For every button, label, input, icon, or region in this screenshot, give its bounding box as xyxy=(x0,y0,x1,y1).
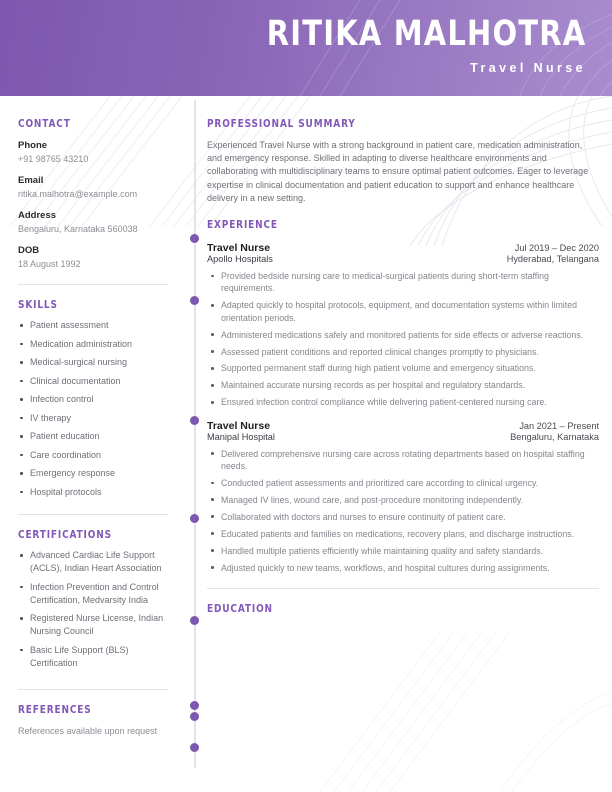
experience-title-row xyxy=(207,420,599,432)
job-title: Travel Nurse xyxy=(207,242,271,255)
list-item: Conducted patient assessments and prioritized care according to clinical urgency. xyxy=(207,477,599,489)
list-item: IV therapy xyxy=(18,412,168,425)
main-content xyxy=(207,96,599,615)
job-dates: Jul 2019 – Dec 2020 xyxy=(514,243,599,254)
list-item: Collaborated with doctors and nurses to ensure continuity of patient care. xyxy=(207,511,599,523)
job-role-subtitle: Travel Nurse xyxy=(470,61,586,75)
divider-dot xyxy=(190,616,199,625)
list-item: Administered medications safely and monitored patients for side effects or adverse reactions. xyxy=(207,329,599,341)
job-bullet-list xyxy=(207,448,599,574)
list-item: Hospital protocols xyxy=(18,486,168,499)
list-item: Handled multiple patients efficiently while maintaining quality and safety standards. xyxy=(207,545,599,557)
divider-dot xyxy=(190,712,199,721)
list-item: Medical-surgical nursing xyxy=(18,356,168,369)
job-title: Travel Nurse xyxy=(207,419,271,432)
job-dates: Jan 2021 – Present xyxy=(519,420,599,431)
section-heading-experience: EXPERIENCE xyxy=(207,219,278,232)
section-heading-education: EDUCATION xyxy=(207,603,273,616)
job-location: Bengaluru, Karnataka xyxy=(510,431,599,442)
contact-label-address: Address xyxy=(18,210,57,221)
job-location: Hyderabad, Telangana xyxy=(506,254,599,265)
list-item: Infection Prevention and Control Certification, Medvarsity India xyxy=(18,581,168,607)
contact-field-email xyxy=(18,175,168,200)
contact-label-email: Email xyxy=(18,175,44,186)
list-item: Assessed patient conditions and reported clinical changes promptly to physicians. xyxy=(207,346,599,358)
list-item: Ensured infection control compliance while delivering patient-centered nursing care. xyxy=(207,396,599,408)
page-title: RITIKA MALHOTRA xyxy=(266,14,586,54)
list-item: Patient education xyxy=(18,430,168,443)
divider-dot xyxy=(190,701,199,710)
list-item: Registered Nurse License, Indian Nursing Council xyxy=(18,612,168,638)
references-text: References available upon request xyxy=(18,726,158,736)
list-item: Provided bedside nursing care to medical-surgical patients during short-term staffing requirements. xyxy=(207,270,599,295)
contact-label-dob: DOB xyxy=(18,245,40,256)
list-item: Medication administration xyxy=(18,338,168,351)
list-item: Supported permanent staff during high patient volume and emergency situations. xyxy=(207,362,599,374)
divider-dot xyxy=(190,234,199,243)
contact-value-address: Bengaluru, Karnataka 560038 xyxy=(18,224,138,234)
job-bullet-list xyxy=(207,270,599,409)
contact-field-address xyxy=(18,210,168,235)
contact-field-dob xyxy=(18,245,168,270)
list-item: Maintained accurate nursing records as per hospital and regulatory standards. xyxy=(207,379,599,391)
sidebar xyxy=(0,96,182,737)
list-item: Adjusted quickly to new teams, workflows, and hospital cultures during assignments. xyxy=(207,562,599,574)
divider-dot xyxy=(190,296,199,305)
section-heading-references: REFERENCES xyxy=(18,704,92,716)
list-item: Patient assessment xyxy=(18,319,168,332)
contact-field-phone xyxy=(18,140,168,165)
resume-header xyxy=(0,0,612,96)
list-item: Managed IV lines, wound care, and post-procedure monitoring independently. xyxy=(207,494,599,506)
experience-entry xyxy=(207,242,599,409)
divider-dot xyxy=(190,743,199,752)
section-heading-contact: CONTACT xyxy=(18,118,71,130)
experience-entry xyxy=(207,420,599,574)
resume-body xyxy=(0,96,612,792)
contact-label-phone: Phone xyxy=(18,140,48,151)
experience-org-row xyxy=(207,254,599,264)
divider-dot xyxy=(190,514,199,523)
summary-text: Experienced Travel Nurse with a strong background in patient care, medication administration, and emergency response. Skilled in adapting to diverse healthcare environments and collaborating with multidisciplinary teams to ensure optimal patient outcomes. Eager to leverage expertise in clinical documentation and patient education to support and enhance healthcare delivery in a new setting. xyxy=(207,140,589,203)
section-heading-skills: SKILLS xyxy=(18,299,58,311)
list-item: Emergency response xyxy=(18,467,168,480)
list-item: Basic Life Support (BLS) Certification xyxy=(18,644,168,670)
list-item: Clinical documentation xyxy=(18,375,168,388)
contact-value-email: ritika.malhotra@example.com xyxy=(18,189,138,199)
section-heading-certifications: CERTIFICATIONS xyxy=(18,529,112,541)
job-organization: Apollo Hospitals xyxy=(207,254,273,265)
column-divider xyxy=(194,100,196,768)
list-item: Advanced Cardiac Life Support (ACLS), Indian Heart Association xyxy=(18,549,168,575)
list-item: Care coordination xyxy=(18,449,168,462)
contact-value-dob: 18 August 1992 xyxy=(18,259,81,269)
header-text-block xyxy=(239,14,586,75)
list-item: Infection control xyxy=(18,393,168,406)
divider-dot xyxy=(190,416,199,425)
experience-org-row xyxy=(207,432,599,442)
job-organization: Manipal Hospital xyxy=(207,431,275,442)
contact-value-phone: +91 98765 43210 xyxy=(18,154,89,164)
experience-title-row xyxy=(207,242,599,254)
list-item: Delivered comprehensive nursing care across rotating departments based on hospital staffing needs. xyxy=(207,448,599,473)
list-item: Adapted quickly to hospital protocols, equipment, and documentation systems within limited orientation periods. xyxy=(207,299,599,324)
list-item: Educated patients and families on medications, recovery plans, and discharge instructions. xyxy=(207,528,599,540)
section-heading-summary: PROFESSIONAL SUMMARY xyxy=(207,118,356,130)
skills-list xyxy=(18,319,168,499)
certifications-list xyxy=(18,549,168,670)
